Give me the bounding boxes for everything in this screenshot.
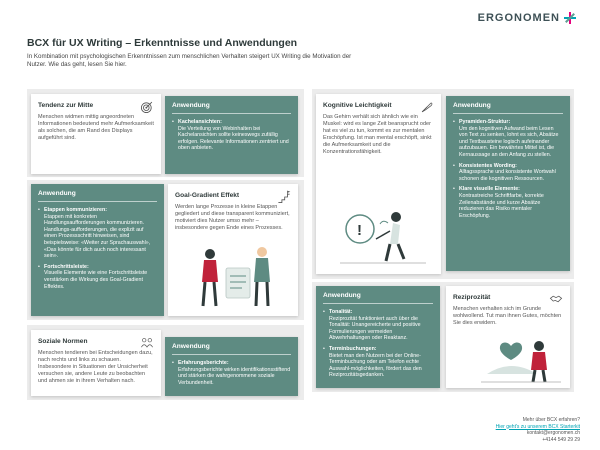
page-intro: In Kombination mit psychologischen Erkenntnissen zum menschlichen Verhalten steigert UX Writing die Motivation der Nutzer. Wie das geht, lesen Sie hier. — [27, 53, 352, 68]
kognitiv-app-item — [453, 163, 563, 183]
kognitiv-text: Das Gehirn verhält sich ähnlich wie ein Muskel: wird es lange Zeit beansprucht oder hat es viel zu tun, kommt es zur mentalen Erschöpfung. Ist man mental erschöpft, sinkt die Aufmerksamkeit und die Konzentrationsfähigkeit. — [323, 114, 432, 155]
item-head: • Terminbuchungen: — [329, 345, 377, 352]
target-icon — [140, 100, 154, 114]
divider — [38, 201, 157, 202]
handshake-icon — [549, 292, 563, 306]
card-goal — [168, 184, 298, 316]
kognitiv-title: Kognitive Leichtigkeit — [323, 101, 392, 109]
goal-app-title: Anwendung — [38, 190, 76, 197]
tendenz-text: Menschen widmen mittig angeordneten Informationen bedeutend mehr Aufmerksamkeit als solchen, die am Rand des Displays aufgeführt sind. — [38, 114, 154, 141]
kognitiv-app-title: Anwendung — [453, 102, 491, 109]
people-icon — [140, 336, 154, 350]
feather-icon — [420, 100, 434, 114]
card-rezi — [446, 286, 570, 388]
tendenz-title: Tendenz zur Mitte — [38, 101, 94, 109]
rezi-title: Reziprozität — [453, 293, 491, 301]
item-head: • Konsistentes Wording: — [459, 162, 517, 169]
goal-text: Werden lange Prozesse in kleine Etappen gegliedert und diese transparent kommuniziert, motiviert dies Nutzer umso mehr – insbesondere gegen Ende eines Prozesses. — [175, 204, 290, 231]
stairs-flag-icon — [277, 190, 291, 204]
card-tendenz-anwendung — [165, 96, 298, 174]
item-body: Visuelle Elemente wie eine Fortschrittsleiste verstärken die Wirkung des Goal-Gradient Effektes. — [44, 270, 148, 290]
tendenz-app-item — [172, 119, 291, 152]
card-kognitiv — [316, 94, 441, 274]
rezi-app-item — [323, 309, 433, 342]
card-soziale-anwendung — [165, 337, 298, 396]
page-title: BCX für UX Writing – Erkenntnisse und Anwendungen — [27, 37, 298, 49]
goal-app-item — [38, 264, 157, 290]
goal-title: Goal-Gradient Effekt — [175, 191, 240, 199]
item-head: • Pyramiden-Struktur: — [459, 119, 511, 125]
item-body: Reziprozität funktioniert auch über die Tonalität: Unangereicherte und positive Formulierungen vermeiden Abwehrhaltungen oder Reaktanz. — [329, 315, 421, 342]
contact-phone: +4144 549 29 29 — [542, 436, 580, 443]
item-body: Um den kognitiven Aufwand beim Lesen von Text zu senken, lohnt es sich, Absätze und Textbausteine logisch aufeinander aufzubauen. Ein bewährtes Mittel ist, die Kernaussage an den Anfang zu stellen. — [459, 125, 559, 158]
item-body: Erfahrungsberichte wirken identifikationsstiftend und stärken die wahrgenommene soziale Verbundenheit. — [178, 366, 291, 386]
contact-email[interactable]: kontakt@ergonomen.ch — [526, 430, 580, 436]
heart-person-illustration — [481, 328, 561, 384]
rezi-app-title: Anwendung — [323, 292, 361, 299]
item-body: Kontrastreiche Schriftfarbe, korrekte Zeilenabstände und kurze Absätze reduzieren das Risiko mentaler Erschöpfung. — [459, 192, 544, 219]
team-illustration — [188, 246, 283, 311]
svg-text:!: ! — [357, 222, 362, 239]
soziale-app-item — [172, 360, 291, 386]
tendenz-app-title: Anwendung — [172, 102, 210, 109]
soziale-text: Menschen tendieren bei Entscheidungen dazu, nach rechts und links zu schauen. Insbesondere in Situationen der Unsicherheit versuchen sie, andere Leute zu beobachten und ahmen sie in ihrem Verhalten nach. — [38, 350, 153, 384]
starterkit-link[interactable]: Hier geht's zu unserem BCX Starterkit — [495, 423, 580, 430]
item-body: Bietet man den Nutzern bei der Online-Terminbuchung oder am Telefon echte Auswahl-möglichkeiten, fördert das den Reziprozitätsgedanken. — [329, 352, 422, 379]
card-rezi-anwendung — [316, 286, 440, 388]
item-head: • Fortschrittsleiste: — [44, 263, 89, 270]
item-head: • Tonalität: — [329, 309, 353, 315]
divider — [323, 303, 433, 304]
item-head: • Klare visuelle Elemente: — [459, 186, 520, 193]
item-body: Die Verteilung von Webinhalten bei Kachelansichten sollte keineswegs zufällig erfolgen. Relevante Informationen zentriert und oben anbieten. — [178, 125, 289, 152]
goal-app-item — [38, 207, 157, 260]
rezi-app-item — [323, 346, 433, 379]
item-head: • Etappen kommunizieren: — [44, 207, 107, 213]
rezi-text: Menschen verhalten sich im Grunde wohlwollend. Tut man ihnen Gutes, möchten Sie dies erwidern. — [453, 306, 562, 326]
soziale-title: Soziale Normen — [38, 337, 88, 345]
divider — [172, 354, 291, 355]
card-tendenz — [31, 94, 161, 174]
card-goal-anwendung — [31, 184, 164, 316]
footer-question: Mehr über BCX erfahren? — [522, 417, 580, 423]
card-kognitiv-anwendung — [446, 96, 570, 271]
divider — [453, 113, 563, 114]
divider — [172, 113, 291, 114]
item-body: Etappen mit konkreten Handlungsaufforderungen kommunizieren. Handlungs-aufforderungen, die explizit auf einen Prozessschritt hinweisen, sind beispielsweise: «Weiter zur Sprachauswahl», «Das könnte für dich auch noch interessant sein». — [44, 213, 151, 260]
item-body: Alltagssprache und konsistente Wortwahl schonen die kognitiven Ressourcen. — [459, 169, 556, 182]
kognitiv-app-item — [453, 186, 563, 219]
kognitiv-app-item — [453, 119, 563, 159]
soziale-app-title: Anwendung — [172, 343, 210, 350]
brand-name: ERGONOMEN — [477, 12, 560, 24]
item-head: • Erfahrungsberichte: — [178, 360, 229, 366]
brand-logo — [478, 12, 576, 24]
exhausted-person-illustration — [338, 199, 428, 269]
item-head: • Kachelansichten: — [178, 119, 222, 125]
asterisk-logo-icon — [564, 12, 576, 24]
footer-contact — [496, 417, 580, 443]
card-soziale — [31, 330, 161, 396]
